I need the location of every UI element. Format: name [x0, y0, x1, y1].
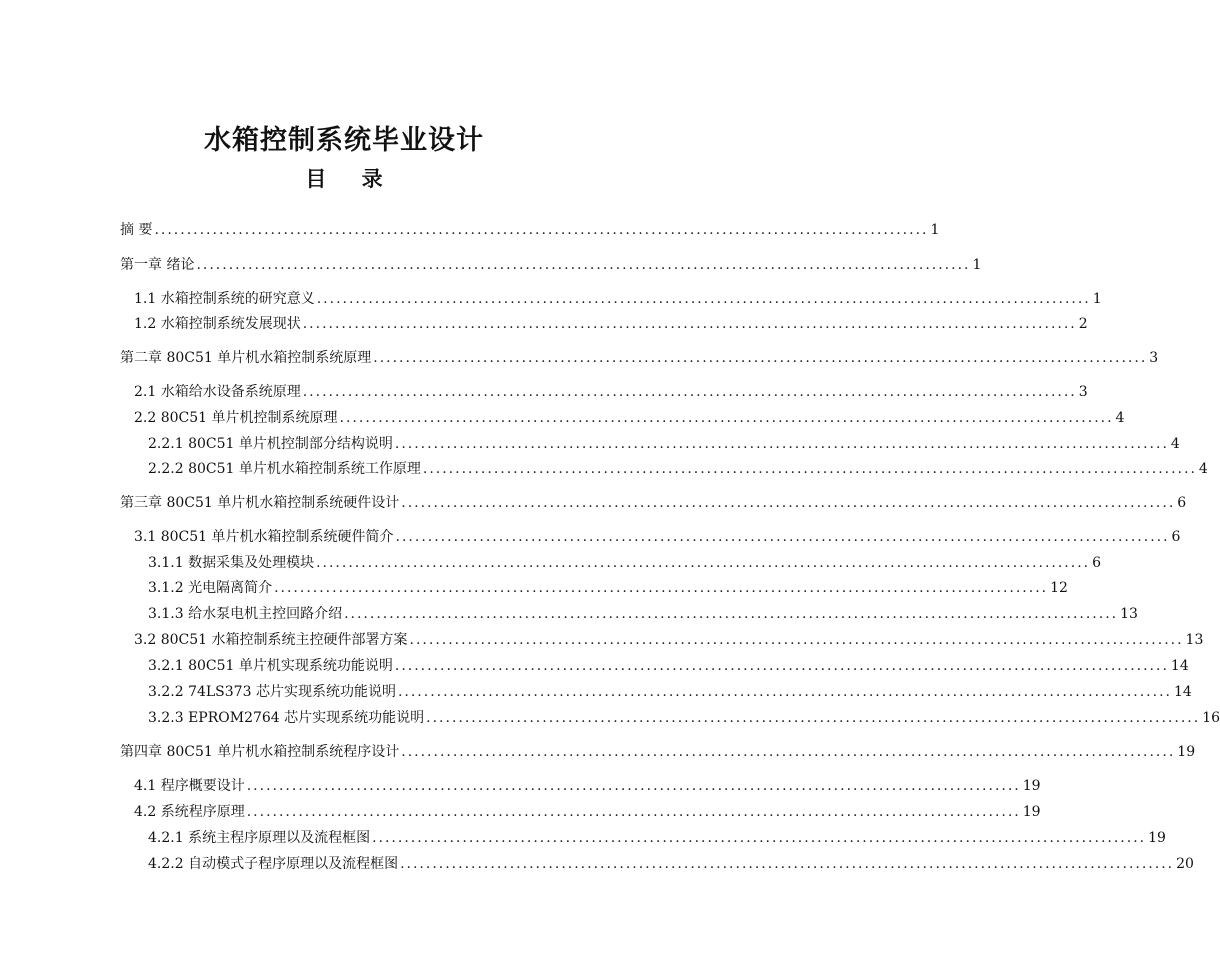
toc-entry-title: 2.1 水箱给水设备系统原理: [134, 384, 301, 400]
toc-leader-dots: ........................................................................................................................: [302, 384, 1077, 400]
toc-leader-dots: ........................................................................................................................: [373, 350, 1148, 366]
toc-entry[interactable]: [134, 776, 1041, 796]
toc-entry-title: 2.2.2 80C51 单片机水箱控制系统工作原理: [148, 461, 421, 477]
toc-leader-dots: ........................................................................................................................: [302, 316, 1077, 332]
toc-entry-page-number: 6: [1177, 495, 1187, 511]
toc-entry-title: 2.2.1 80C51 单片机控制部分结构说明: [148, 436, 393, 452]
toc-leader-dots: ........................................................................................................................: [344, 606, 1119, 622]
toc-leader-dots: ........................................................................................................................: [395, 529, 1170, 545]
toc-leader-dots: ........................................................................................................................: [196, 257, 971, 273]
toc-leader-dots: ........................................................................................................................: [409, 632, 1184, 648]
toc-leader-dots: ........................................................................................................................: [394, 436, 1169, 452]
toc-entry[interactable]: [120, 348, 1159, 368]
toc-entry-title: 3.2.2 74LS373 芯片实现系统功能说明: [148, 684, 396, 700]
toc-entry[interactable]: [148, 434, 1180, 454]
toc-entry[interactable]: [120, 742, 1196, 762]
toc-entry-title: 第三章 80C51 单片机水箱控制系统硬件设计: [120, 495, 400, 511]
toc-entry-title: 3.2 80C51 水箱控制系统主控硬件部署方案: [134, 632, 408, 648]
toc-entry-page-number: 4: [1115, 410, 1125, 426]
toc-entry[interactable]: [134, 802, 1041, 822]
toc-leader-dots: ........................................................................................................................: [400, 856, 1175, 872]
toc-entry-title: 2.2 80C51 单片机控制系统原理: [134, 410, 338, 426]
toc-entry[interactable]: [120, 255, 982, 275]
toc-entry[interactable]: [148, 553, 1102, 573]
toc-entry-page-number: 20: [1176, 856, 1194, 872]
toc-entry[interactable]: [148, 604, 1138, 624]
toc-entry-page-number: 19: [1177, 744, 1196, 760]
toc-entry[interactable]: [120, 493, 1187, 513]
toc-leader-dots: ........................................................................................................................: [246, 804, 1021, 820]
toc-leader-dots: ........................................................................................................................: [274, 580, 1049, 596]
toc-leader-dots: ........................................................................................................................: [401, 495, 1176, 511]
toc-leader-dots: ........................................................................................................................: [154, 222, 929, 238]
toc-leader-dots: ........................................................................................................................: [316, 555, 1091, 571]
toc-heading: 目 录: [305, 167, 397, 191]
toc-entry[interactable]: [134, 630, 1204, 650]
toc-entry-page-number: 1: [972, 257, 982, 273]
toc-entry-page-number: 6: [1092, 555, 1102, 571]
toc-entry-page-number: 14: [1173, 684, 1192, 700]
toc-entry-page-number: 4: [1198, 461, 1208, 477]
toc-entry-page-number: 19: [1022, 804, 1041, 820]
toc-entry[interactable]: [120, 220, 940, 240]
toc-entry[interactable]: [148, 828, 1166, 848]
toc-leader-dots: ........................................................................................................................: [339, 410, 1114, 426]
toc-entry-page-number: 3: [1078, 384, 1088, 400]
toc-entry-page-number: 13: [1120, 606, 1138, 622]
toc-entry[interactable]: [148, 708, 1220, 728]
toc-entry-title: 3.1 80C51 单片机水箱控制系统硬件简介: [134, 529, 394, 545]
toc-entry-title: 3.1.3 给水泵电机主控回路介绍: [148, 606, 343, 622]
toc-entry[interactable]: [148, 459, 1208, 479]
toc-entry[interactable]: [148, 578, 1068, 598]
toc-entry-page-number: 3: [1149, 350, 1159, 366]
toc-entry[interactable]: [148, 854, 1194, 874]
toc-entry-title: 4.2.1 系统主程序原理以及流程框图: [148, 830, 371, 846]
toc-entry-page-number: 6: [1171, 529, 1181, 545]
toc-entry[interactable]: [134, 527, 1181, 547]
toc-entry-title: 3.1.2 光电隔离简介: [148, 580, 273, 596]
toc-entry[interactable]: [134, 408, 1125, 428]
toc-leader-dots: ........................................................................................................................: [401, 744, 1176, 760]
toc-entry[interactable]: [134, 382, 1088, 402]
toc-leader-dots: ........................................................................................................................: [372, 830, 1147, 846]
toc-entry-title: 1.2 水箱控制系统发展现状: [134, 316, 301, 332]
toc-entry-title: 4.2 系统程序原理: [134, 804, 245, 820]
toc-leader-dots: ........................................................................................................................: [316, 291, 1091, 307]
toc-leader-dots: ........................................................................................................................: [397, 684, 1172, 700]
toc-entry-page-number: 13: [1185, 632, 1204, 648]
toc-entry-title: 4.2.2 自动模式子程序原理以及流程框图: [148, 856, 399, 872]
toc-entry-page-number: 4: [1170, 436, 1180, 452]
toc-leader-dots: ........................................................................................................................: [426, 710, 1201, 726]
toc-entry-title: 摘 要: [120, 222, 153, 238]
toc-entry-title: 第二章 80C51 单片机水箱控制系统原理: [120, 350, 372, 366]
toc-entry-title: 1.1 水箱控制系统的研究意义: [134, 291, 315, 307]
toc-entry[interactable]: [148, 682, 1192, 702]
toc-entry-page-number: 14: [1170, 658, 1189, 674]
toc-entry-page-number: 12: [1050, 580, 1068, 596]
toc-entry-page-number: 2: [1078, 316, 1088, 332]
toc-entry-title: 第四章 80C51 单片机水箱控制系统程序设计: [120, 744, 400, 760]
toc-entry-title: 第一章 绪论: [120, 257, 195, 273]
toc-entry-title: 3.1.1 数据采集及处理模块: [148, 555, 315, 571]
toc-entry-page-number: 19: [1022, 778, 1041, 794]
toc-entry-title: 3.2.3 EPROM2764 芯片实现系统功能说明: [148, 710, 425, 726]
toc-entry-page-number: 19: [1148, 830, 1166, 846]
toc-leader-dots: ........................................................................................................................: [422, 461, 1197, 477]
toc-entry[interactable]: [148, 656, 1189, 676]
toc-entry[interactable]: [134, 314, 1088, 334]
toc-leader-dots: ........................................................................................................................: [394, 658, 1169, 674]
toc-entry-page-number: 1: [1092, 291, 1102, 307]
toc-entry-page-number: 16: [1202, 710, 1220, 726]
toc-leader-dots: ........................................................................................................................: [246, 778, 1021, 794]
toc-entry-title: 3.2.1 80C51 单片机实现系统功能说明: [148, 658, 393, 674]
toc-entry[interactable]: [134, 289, 1102, 309]
document-title: 水箱控制系统毕业设计: [204, 125, 484, 156]
toc-entry-title: 4.1 程序概要设计: [134, 778, 245, 794]
toc-entry-page-number: 1: [930, 222, 940, 238]
